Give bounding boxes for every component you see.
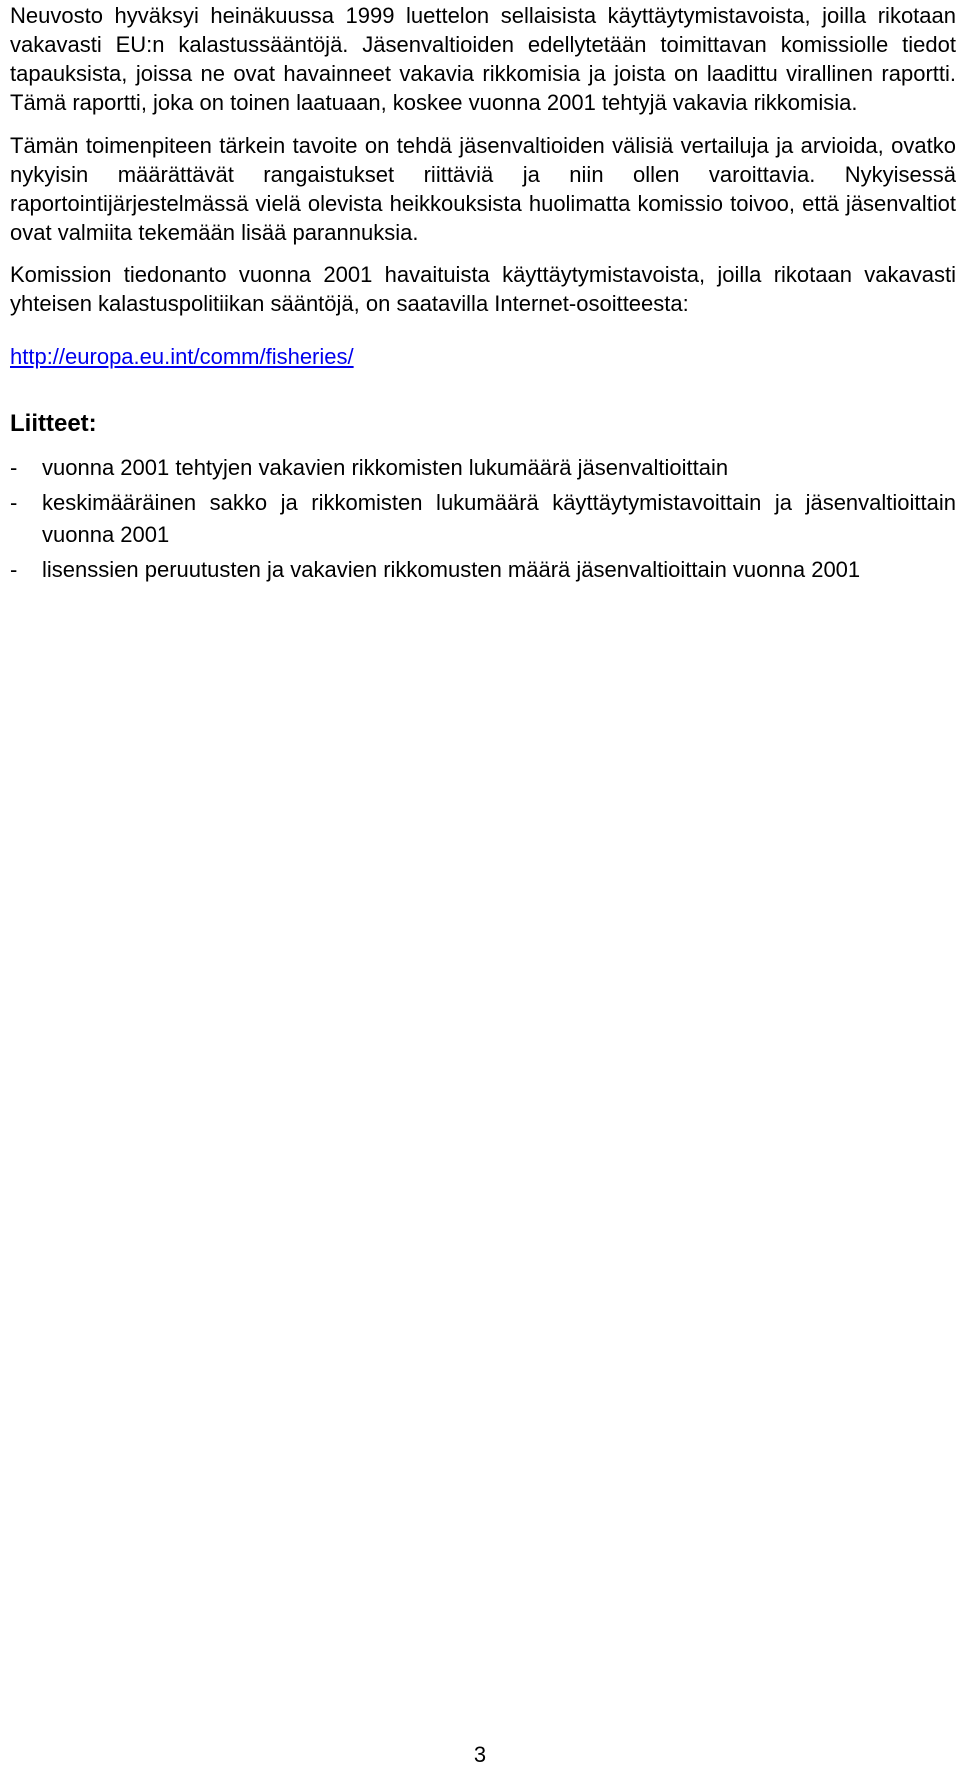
- annex-list: [10, 452, 956, 586]
- dash-bullet: -: [10, 557, 18, 582]
- link-line: [10, 342, 956, 371]
- annex-item: [10, 554, 956, 586]
- annex-item-text: keskimääräinen sakko ja rikkomisten lukumäärä käyttäytymistavoittain ja jäsenvaltioittain vuonna 2001: [42, 490, 956, 547]
- paragraph-objective: Tämän toimenpiteen tärkein tavoite on tehdä jäsenvaltioiden välisiä vertailuja ja arvioida, ovatko nykyisin määrättävät rangaistukset riittäviä ja niin ollen varoittavia. Nykyisessä raportointijärjestelmässä vielä olevista heikkouksista huolimatta komissio toivoo, että jäsenvaltiot ovat valmiita tekemään lisää parannuksia.: [10, 133, 956, 245]
- annex-item-text: lisenssien peruutusten ja vakavien rikkomusten määrä jäsenvaltioittain vuonna 2001: [42, 557, 861, 582]
- annex-item: [10, 452, 956, 484]
- page-number: 3: [473, 1742, 487, 1767]
- fisheries-link[interactable]: http://europa.eu.int/comm/fisheries/: [10, 344, 354, 369]
- annex-item: [10, 487, 956, 551]
- paragraph-council-list: Neuvosto hyväksyi heinäkuussa 1999 luettelon sellaisista käyttäytymistavoista, joilla rikotaan vakavasti EU:n kalastussääntöjä. Jäsenvaltioiden edellytetään toimittavan komissiolle tiedot tapauksista, joissa ne ovat havainneet vakavia rikkomisia ja joista on laadittu virallinen raportti. Tämä raportti, joka on toinen laatuaan, koskee vuonna 2001 tehtyjä vakavia rikkomisia.: [10, 3, 956, 115]
- document-page: [10, 0, 956, 589]
- dash-bullet: -: [10, 490, 18, 515]
- paragraph-communication: Komission tiedonanto vuonna 2001 havaituista käyttäytymistavoista, joilla rikotaan vakavasti yhteisen kalastuspolitiikan sääntöjä, on saatavilla Internet-osoitteesta:: [10, 262, 956, 316]
- annexes-heading: Liitteet:: [10, 410, 97, 437]
- dash-bullet: -: [10, 455, 18, 480]
- annex-item-text: vuonna 2001 tehtyjen vakavien rikkomisten lukumäärä jäsenvaltioittain: [42, 455, 729, 480]
